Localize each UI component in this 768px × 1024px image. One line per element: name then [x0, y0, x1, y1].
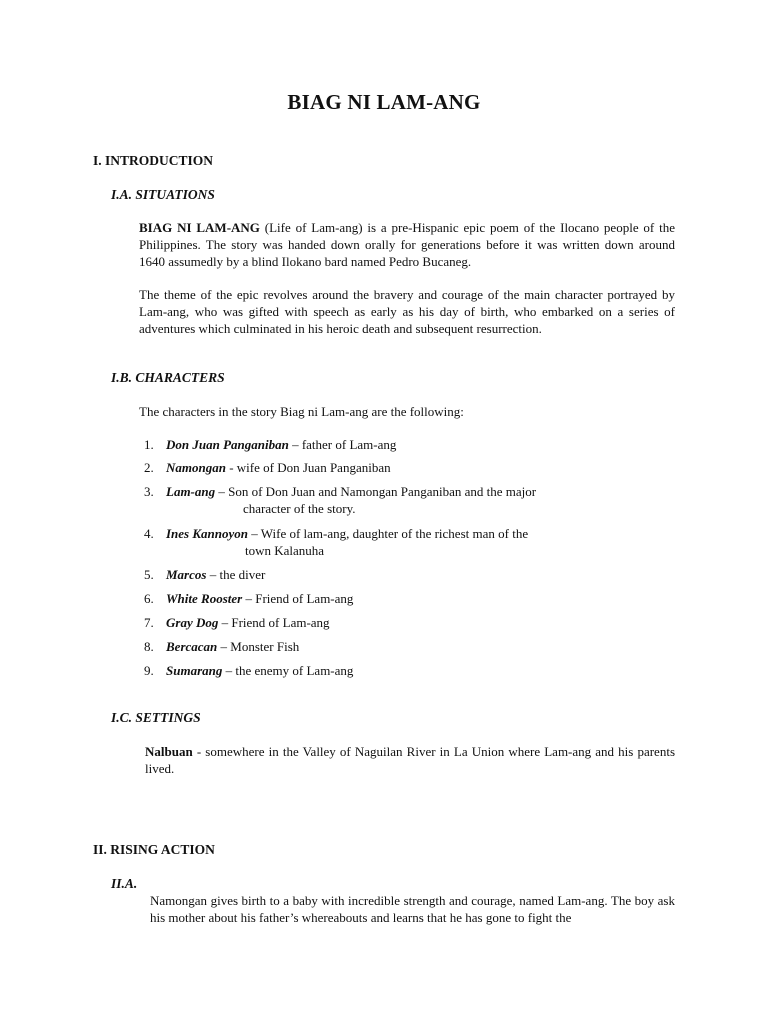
character-name: Lam-ang — [166, 484, 216, 499]
list-item: 3. Lam-ang – Son of Don Juan and Namongan Panganiban and the major character of the story. — [144, 483, 604, 517]
subheading-ii-a: II.A. — [111, 876, 138, 891]
list-item: 1. Don Juan Panganiban – father of Lam-ang — [144, 437, 397, 452]
character-name: Ines Kannoyon — [166, 526, 248, 541]
document-title: BIAG NI LAM-ANG — [287, 90, 481, 114]
settings-paragraph-text: - somewhere in the Valley of Naguilan River in La Union where Lam-ang and his parents lived. — [145, 744, 675, 776]
settings-paragraph — [145, 743, 675, 777]
situations-paragraph-1-text: (Life of Lam-ang) is a pre-Hispanic epic poem of the Ilocano people of the Philippines. The story was handed down orally for generations before it was written down around 1640 assumedly by a blind Ilokano bard named Pedro Bucaneg. — [139, 220, 675, 269]
epic-title-bold: BIAG NI LAM-ANG — [139, 220, 260, 235]
rising-action-paragraph: Namongan gives birth to a baby with incredible strength and courage, named Lam-ang. The boy ask his mother about his father’s whereabouts and learns that he has gone to fight the — [150, 893, 675, 925]
situations-paragraph-2: The theme of the epic revolves around the bravery and courage of the main character portrayed by Lam-ang, who was gifted with speech as early as his day of birth, who embarked on a series of adventures which culminated in his heroic death and subsequent resurrection. — [139, 287, 675, 336]
character-desc: - wife of Don Juan Panganiban — [225, 460, 391, 475]
list-item: 2. Namongan - wife of Don Juan Panganiban — [144, 460, 391, 475]
character-desc: – Son of Don Juan and Namongan Panganiban and the major — [215, 484, 537, 499]
list-item: 8. Bercacan – Monster Fish — [144, 639, 300, 654]
character-name: Namongan — [166, 460, 226, 475]
list-item: 9. Sumarang – the enemy of Lam-ang — [144, 663, 354, 678]
characters-intro: The characters in the story Biag ni Lam-ang are the following: — [139, 404, 464, 419]
character-name: Bercacan — [166, 639, 218, 654]
character-desc: – the enemy of Lam-ang — [222, 663, 354, 678]
character-name: White Rooster — [166, 591, 243, 606]
list-item: 5. Marcos – the diver — [144, 567, 266, 582]
character-name: Gray Dog — [166, 615, 219, 630]
character-desc: – Wife of lam-ang, daughter of the richest man of the — [248, 526, 529, 541]
list-item: 6. White Rooster – Friend of Lam-ang — [144, 591, 354, 606]
character-name: Don Juan Panganiban — [166, 437, 289, 452]
section-heading-introduction: I. INTRODUCTION — [93, 153, 214, 168]
section-heading-rising-action: II. RISING ACTION — [93, 842, 215, 857]
list-item: 4. Ines Kannoyon – Wife of lam-ang, daughter of the richest man of the town Kalanuha — [144, 525, 604, 559]
character-desc: – Friend of Lam-ang — [242, 591, 354, 606]
situations-paragraph-1 — [139, 219, 675, 270]
setting-name-bold: Nalbuan — [145, 744, 193, 759]
character-desc-continued: character of the story. — [243, 501, 356, 516]
character-desc: – the diver — [206, 567, 266, 582]
character-desc: – Friend of Lam-ang — [218, 615, 330, 630]
character-name: Sumarang — [166, 663, 223, 678]
character-desc-continued: town Kalanuha — [245, 543, 325, 558]
character-desc: – father of Lam-ang — [288, 437, 397, 452]
subheading-situations: I.A. SITUATIONS — [111, 187, 215, 202]
list-item: 7. Gray Dog – Friend of Lam-ang — [144, 615, 330, 630]
subheading-characters: I.B. CHARACTERS — [111, 370, 225, 385]
subheading-settings: I.C. SETTINGS — [111, 710, 201, 725]
character-desc: – Monster Fish — [217, 639, 300, 654]
character-name: Marcos — [166, 567, 207, 582]
